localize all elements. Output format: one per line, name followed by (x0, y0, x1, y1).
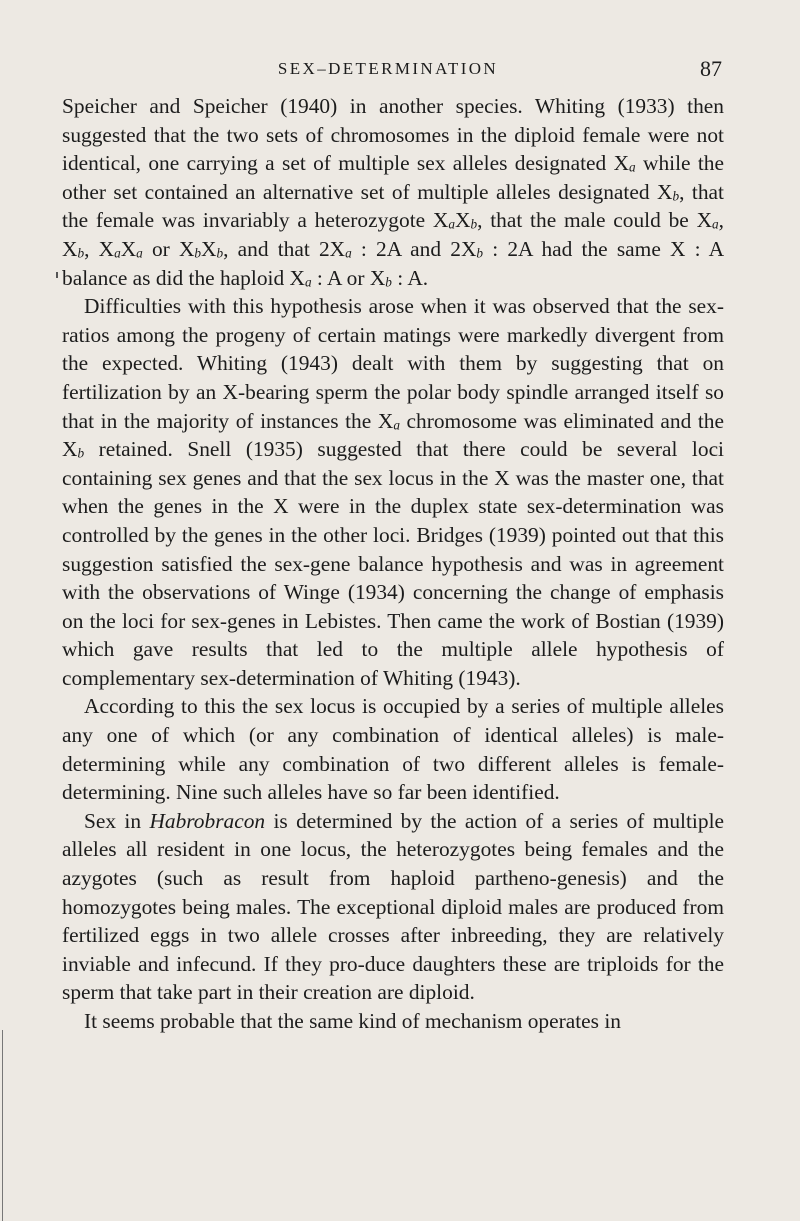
page-edge-line (2, 1030, 3, 1221)
running-head-title: SEX–DETERMINATION (277, 59, 499, 78)
paragraph-2: Difficulties with this hypothesis arose when it was observed that the sex-ratios among the progeny of certain matings were markedly divergent from the expected. Whiting (1943) dealt with them by suggesting that on fertilization by an X-bearing sperm the polar body spindle arranged itself so that in the majority of instances the $X_a$ chromosome was eliminated and the $X_b$ retained. Snell (1935) suggested that there could be several loci containing sex genes and that the sex locus in the X was the master one, that when the genes in the X were in the duplex state sex-determination was controlled by the genes in the other loci. Bridges (1939) pointed out that this suggestion satisfied the sex-gene balance hypothesis and was in agreement with the observations of Winge (1934) concerning the change of emphasis on the loci for sex-genes in Lebistes. Then came the work of Bostian (1939) which gave results that led to the multiple allele hypothesis of complementary sex-determination of Whiting (1943). (62, 294, 724, 690)
paragraph-4: Sex in Habrobracon is determined by the action of a series of multiple alleles all resident in one locus, the heterozygotes being females and the azygotes (such as result from haploid partheno-genesis) and the homozygotes being males. The exceptional diploid males are produced from fertilized eggs in two allele crosses after inbreeding, they are relatively inviable and infecund. If they pro-duce daughters these are triploids for the sperm that take part in their creation are diploid. (62, 808, 725, 1005)
body-text (62, 92, 724, 1036)
genus-name: Habrobracon (149, 808, 266, 833)
paragraph-5: It seems probable that the same kind of mechanism operates in (84, 1009, 621, 1033)
margin-mark (56, 272, 58, 278)
page-number: 87 (700, 56, 722, 81)
paragraph-3: According to this the sex locus is occupied by a series of multiple alleles any one of which (or any combination of identical alleles) is male-determining while any combination of two different alleles is female-determining. Nine such alleles have so far been identified. (62, 694, 724, 805)
paragraph-1: Speicher and Speicher (1940) in another species. Whiting (1933) then suggested that the two sets of chromosomes in the diploid female were not identical, one carrying a set of multiple sex alleles designated $X_a$ while the other set contained an alternative set of multiple alleles designated $X_b$, that the female was invariably a heterozygote $X_aX_b$, that the male could be $X_a$, $X_b$, $X_aX_a$ or $X_bX_b$, and that $2X_a$ : 2A and $2X_b$ : 2A had the same X : A balance as did the haploid $X_a$ : A or $X_b$ : A. (62, 94, 725, 290)
